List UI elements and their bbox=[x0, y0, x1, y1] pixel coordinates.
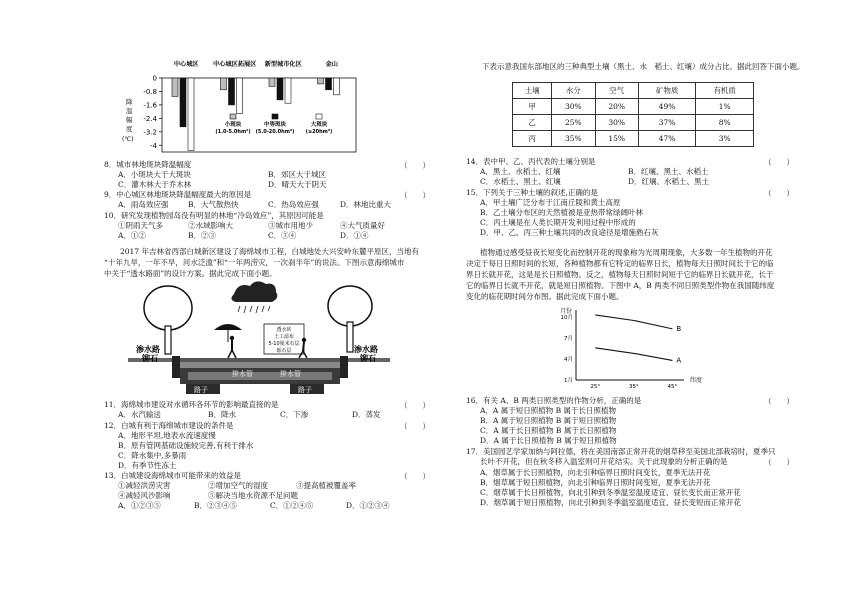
q8-option-c[interactable]: C．灌木林大于乔木林 bbox=[118, 180, 192, 189]
chart1-bar bbox=[318, 78, 324, 84]
q11-option-b[interactable]: B．降水 bbox=[208, 410, 237, 419]
q15-paren: （ ） bbox=[764, 189, 794, 198]
q17-option-d[interactable]: D．烟草属于短日照植物，向北引种到冬季温室温度适宜、昼长变短而正常开花 bbox=[480, 498, 742, 507]
q8-option-d[interactable]: D．晴天大于阴天 bbox=[268, 180, 327, 189]
q13-stem: 13．白城建设海绵城市可能带来的效益是 bbox=[104, 471, 242, 480]
chart1-legend-swatch bbox=[230, 114, 236, 119]
chart1-ylabel-4: 度 bbox=[126, 125, 133, 133]
chart2-series-line bbox=[595, 315, 672, 329]
q10-item-3: ③城市用地少 bbox=[268, 221, 313, 230]
intro4-line-3: 界日长就开花，这是是长日照植物。反之，植物每天日照时间短于它的临界日长就开花，长于 bbox=[466, 270, 774, 279]
bottom-left-label: 路子 bbox=[194, 386, 208, 394]
soil-header-4: 有机质 bbox=[696, 83, 754, 99]
chart1-ytick-label: -4 bbox=[150, 141, 157, 150]
layer-4: 砾石层 bbox=[276, 348, 292, 354]
q11-option-d[interactable]: D．蒸发 bbox=[352, 410, 381, 419]
permeable-pavement-diagram bbox=[128, 280, 390, 396]
q13-item-5: ⑤解决当地水资源不足问题 bbox=[208, 491, 298, 500]
q13-item-3: ③提高植被覆盖率 bbox=[296, 481, 356, 490]
intro4-line-2: 决定于每日日照时间的长短，各种植物都有它特定的临界日长，植物每天日照时间长于它的临 bbox=[466, 259, 774, 268]
q17-option-b[interactable]: B．烟草属于短日照植物，向北引种临界日照时间变短，夏季无法开花 bbox=[480, 478, 711, 487]
chart2-series-line bbox=[595, 348, 672, 361]
q8-option-b[interactable]: B．郊区大于城区 bbox=[268, 170, 327, 179]
q13-option-b[interactable]: B．②③④⑤ bbox=[194, 501, 238, 510]
q11-option-c[interactable]: C．下渗 bbox=[280, 410, 309, 419]
intro2-line-1: 2017 年吉林省西部白城新区建设了海绵城市工程，白城地处大兴安岭东麓平原区，当地有 bbox=[120, 247, 419, 256]
pipe-label-2: 排水管 bbox=[280, 370, 301, 378]
chart1-bar bbox=[180, 78, 186, 127]
q13-option-d[interactable]: D．①②③④ bbox=[346, 501, 390, 510]
chart1-bar bbox=[277, 78, 283, 100]
q10-item-4: ④大气质量好 bbox=[340, 221, 385, 230]
chart1-legend-range: (5.0-20.0hm²) bbox=[255, 129, 295, 135]
q10-option-b[interactable]: B．②③ bbox=[188, 231, 217, 240]
q14-option-a[interactable]: A．黑土、水稻土、红壤 bbox=[480, 167, 561, 176]
q10-item-1: ①阴雨天气多 bbox=[118, 221, 163, 230]
q15-option-a[interactable]: A．甲土壤广泛分布于江南丘陵和黄土高原 bbox=[480, 198, 621, 207]
q16-option-d[interactable]: D．A 属于长日照植物 B 属于短日照植物 bbox=[480, 436, 617, 445]
q14-stem: 14．表中甲、乙、丙代表的土壤分别是 bbox=[466, 157, 596, 166]
chart1-legend-name: 小斑块 bbox=[224, 122, 242, 128]
q8-option-a[interactable]: A．小斑块大于大斑块 bbox=[118, 170, 191, 179]
soil-cell: 30% bbox=[595, 115, 638, 131]
q16-option-a[interactable]: A．A 属于短日照植物 B 属于长日照植物 bbox=[480, 406, 616, 415]
q16-option-b[interactable]: B．A 属于短日照植物 B 属于短日照植物 bbox=[480, 416, 617, 425]
chart1-ytick-label: 0 bbox=[152, 74, 157, 83]
soil-header-0: 土壤 bbox=[513, 83, 552, 99]
q9-paren: （ ） bbox=[400, 191, 430, 200]
chart1-ytick-label: -1.6 bbox=[143, 101, 157, 110]
flowering-line-chart bbox=[552, 304, 722, 392]
left-label-2: 铆石 bbox=[142, 354, 158, 363]
chart1-category-label: 中心城区 bbox=[173, 61, 199, 68]
soil-cell: 25% bbox=[552, 115, 595, 131]
layer-1: 透水砖 bbox=[276, 327, 292, 333]
intro2-line-3: 中关于“透水路面”的设计方案。据此完成下面小题。 bbox=[104, 269, 277, 278]
cloud-icon bbox=[231, 281, 277, 302]
chart1-bar bbox=[326, 78, 332, 90]
soil-header-3: 矿物质 bbox=[638, 83, 696, 99]
chart2-xlabel: 纬度 bbox=[690, 377, 703, 384]
chart1-ylabel-1: 降 bbox=[126, 98, 133, 106]
q16-option-c[interactable]: C．A 属于长日照植物 B 属于长日照植物 bbox=[480, 426, 617, 435]
chart1-legend-name: 中等斑块 bbox=[263, 122, 287, 128]
soil-cell: 3% bbox=[696, 131, 754, 147]
chart1-legend-range: (≥20hm²) bbox=[305, 129, 333, 135]
q9-option-a[interactable]: A．雨岛效应强 bbox=[118, 200, 169, 209]
q17-stem-2: 长叶不开花，但在秋冬移入温室则可开花结实。关于此现象的分析正确的是 bbox=[480, 457, 728, 466]
chart1-legend-name: 大斑块 bbox=[310, 122, 328, 128]
q14-option-d[interactable]: D．红壤、水稻土、黑土 bbox=[628, 177, 710, 186]
intro3-line: 下表示意我国东部地区的三种典型土壤（黑土、水 稻土、红壤）成分占比。据此回答下面小题。 bbox=[482, 62, 805, 71]
soil-cell: 乙 bbox=[513, 115, 552, 131]
q16-stem: 16．有关 A、B 两类日照类型的作物分析，正确的是 bbox=[466, 396, 642, 405]
chart2-xtick-label: 25° bbox=[590, 384, 601, 390]
chart1-legend-swatch bbox=[272, 114, 278, 119]
soil-cell: 35% bbox=[552, 131, 595, 147]
q10-stem: 10．研究发现植物园岛没有明显的林地“冷岛效应”，其原因可能是 bbox=[104, 211, 324, 220]
q8-stem: 8．城市林地斑块降温幅度 bbox=[104, 160, 192, 169]
chart2-series-label: B bbox=[676, 324, 682, 333]
soil-cell: 甲 bbox=[513, 99, 552, 115]
soil-header-1: 水分 bbox=[552, 83, 595, 99]
chart1-bar bbox=[221, 78, 227, 90]
q13-paren: （ ） bbox=[400, 472, 430, 481]
chart2-ytick-label: 4月 bbox=[564, 357, 573, 363]
chart1-ytick-label: -2.4 bbox=[143, 114, 157, 123]
soil-table bbox=[512, 82, 754, 147]
q13-item-1: ①减轻洪涝灾害 bbox=[118, 481, 171, 490]
q10-option-c[interactable]: C．③④ bbox=[268, 231, 297, 240]
q11-paren: （ ） bbox=[400, 401, 430, 410]
q15-stem: 15．下列关于三种土壤的叙述,正确的是 bbox=[466, 188, 598, 197]
chart1-category-label: 新型城市化区 bbox=[264, 61, 302, 68]
q14-option-c[interactable]: C．水稻土、黑土、红壤 bbox=[480, 177, 561, 186]
person-umbrella-icon bbox=[214, 324, 242, 358]
chart1-ylabel-3: 幅 bbox=[126, 116, 133, 124]
chart1-legend-range: (1.0-5.0hm²) bbox=[215, 129, 251, 135]
chart2-ytick-label: 7月 bbox=[564, 336, 573, 342]
chart1-bar bbox=[285, 78, 291, 103]
bottom-right-label: 路子 bbox=[298, 386, 312, 394]
chart1-category-label: 金山 bbox=[325, 61, 338, 68]
q16-paren: （ ） bbox=[764, 397, 794, 406]
q17-option-c[interactable]: C．烟草属于长日照植物，向北引种到冬季温室温度适宜、昼长变长而正常开花 bbox=[480, 488, 741, 497]
q17-paren: （ ） bbox=[764, 458, 794, 467]
q15-option-c[interactable]: C．丙土壤是在人类长期开发利用过程中形成的 bbox=[480, 218, 636, 227]
chart1-legend-swatch bbox=[316, 114, 322, 119]
chart1-ytick-label: -3.2 bbox=[143, 128, 157, 137]
q13-item-4: ④减轻风沙影响 bbox=[118, 491, 171, 500]
soil-cell: 37% bbox=[638, 115, 696, 131]
intro4-line-5: 变化的临花期时间分布图。据此完成下面小题。 bbox=[466, 292, 624, 301]
chart1-bar bbox=[237, 78, 243, 113]
chart1-bar bbox=[188, 78, 194, 150]
q17-option-a[interactable]: A．烟草属于长日照植物，向北引种临界日照时间变长，夏季无法开花 bbox=[480, 468, 711, 477]
q14-option-b[interactable]: B．红壤、黑土、水稻土 bbox=[628, 167, 709, 176]
chart1-ylabel-2: 温 bbox=[126, 107, 133, 115]
chart2-series-label: A bbox=[676, 356, 682, 365]
right-label-2: 铆石 bbox=[360, 354, 376, 363]
q13-option-c[interactable]: C．①②④⑤ bbox=[270, 501, 314, 510]
chart1-bar bbox=[334, 78, 340, 95]
soil-cell: 丙 bbox=[513, 131, 552, 147]
chart1-bar bbox=[229, 78, 235, 105]
q10-option-d[interactable]: D．①④ bbox=[340, 231, 369, 240]
q9-option-d[interactable]: D．林地比重大 bbox=[340, 200, 392, 209]
intro4-line-1: 植物通过感受昼夜长短变化而控制开花的现象称为光周期现象，大多数一年生植物的开花 bbox=[480, 248, 773, 257]
soil-cell: 8% bbox=[696, 115, 754, 131]
q14-paren: （ ） bbox=[764, 158, 794, 167]
q11-option-a[interactable]: A．水汽输送 bbox=[118, 410, 161, 419]
q12-option-b[interactable]: B．原有管网基础设施较完善,有利于排水 bbox=[118, 441, 254, 450]
soil-cell: 30% bbox=[552, 99, 595, 115]
chart1-ylabel-unit: (℃) bbox=[122, 136, 134, 143]
q9-option-b[interactable]: B．大气散热快 bbox=[188, 200, 239, 209]
q9-stem: 9．中心城区林地斑块降温幅度最大的原因是 bbox=[104, 190, 252, 199]
q12-paren: （ ） bbox=[400, 422, 430, 431]
q15-option-d[interactable]: D．甲、乙、丙三种土壤共同的改良途径是增施熟石灰 bbox=[480, 228, 659, 237]
q8-paren: （ ） bbox=[400, 161, 430, 170]
layer-2: 土工滤布 bbox=[273, 334, 295, 340]
chart2-xtick-label: 45° bbox=[667, 384, 678, 390]
soil-cell: 15% bbox=[595, 131, 638, 147]
chart1-category-label: 中心城区拓展区 bbox=[213, 61, 257, 68]
chart2-ytick-label: 10月 bbox=[560, 315, 573, 321]
chart2-ytick-label: 1月 bbox=[564, 378, 573, 384]
q10-item-2: ②水域影响大 bbox=[188, 221, 233, 230]
intro2-line-2: “十年九旱，一年不旱，河水泛滥”和“一年两涝灾，一次刹半年”的说法。下图示意海绵城市 bbox=[104, 258, 405, 267]
chart1-ytick-label: -0.8 bbox=[143, 87, 157, 96]
soil-cell: 1% bbox=[696, 99, 754, 115]
chart2-xtick-label: 35° bbox=[628, 384, 639, 390]
left-tree-icon bbox=[144, 286, 192, 354]
intro4-line-4: 它的临界日长就不开花，就是短日照植物。下图中 A，B 两类不同日照类型作物在我国随纬度 bbox=[466, 281, 775, 290]
q12-stem: 12．白城有利于海绵城市建设的条件是 bbox=[104, 421, 234, 430]
q17-stem-1: 17．美国园艺学家加纳与阿拉德，将在美国南部正常开花的烟草移至美国北部栽培时，夏季只 bbox=[466, 447, 776, 456]
q15-option-b[interactable]: B．乙土壤分布区的天然植被是亚热带常绿阔叶林 bbox=[480, 208, 644, 217]
right-label-1: 渗水路 bbox=[354, 345, 378, 354]
chart1-bar bbox=[269, 78, 275, 86]
q12-option-a[interactable]: A．地形平坦,地表水流速度慢 bbox=[118, 431, 216, 440]
pipe-label: 排水管 bbox=[232, 370, 253, 378]
soil-cell: 49% bbox=[638, 99, 696, 115]
layer-3: 5-10厘米石层 bbox=[268, 341, 300, 347]
q12-option-c[interactable]: C．降水集中,多暴雨 bbox=[118, 451, 187, 460]
cooling-bar-chart bbox=[120, 56, 380, 160]
q13-item-2: ②增加空气的湿度 bbox=[208, 481, 268, 490]
q12-option-d[interactable]: D．有季节性冻土 bbox=[118, 461, 177, 470]
q10-option-a[interactable]: A．①② bbox=[118, 231, 146, 240]
soil-cell: 20% bbox=[595, 99, 638, 115]
chart1-bar bbox=[172, 78, 178, 97]
left-label-1: 渗水路 bbox=[136, 345, 160, 354]
q11-stem: 11．海绵城市建设对水循环各环节的影响最直接的是 bbox=[104, 400, 279, 409]
chart2-ylabel: 月份 bbox=[560, 308, 573, 315]
q9-option-c[interactable]: C．热岛效应强 bbox=[268, 200, 319, 209]
soil-header-2: 空气 bbox=[595, 83, 638, 99]
right-tree-icon bbox=[328, 286, 372, 352]
q13-option-a[interactable]: A．①②③⑤ bbox=[118, 501, 161, 510]
soil-cell: 47% bbox=[638, 131, 696, 147]
